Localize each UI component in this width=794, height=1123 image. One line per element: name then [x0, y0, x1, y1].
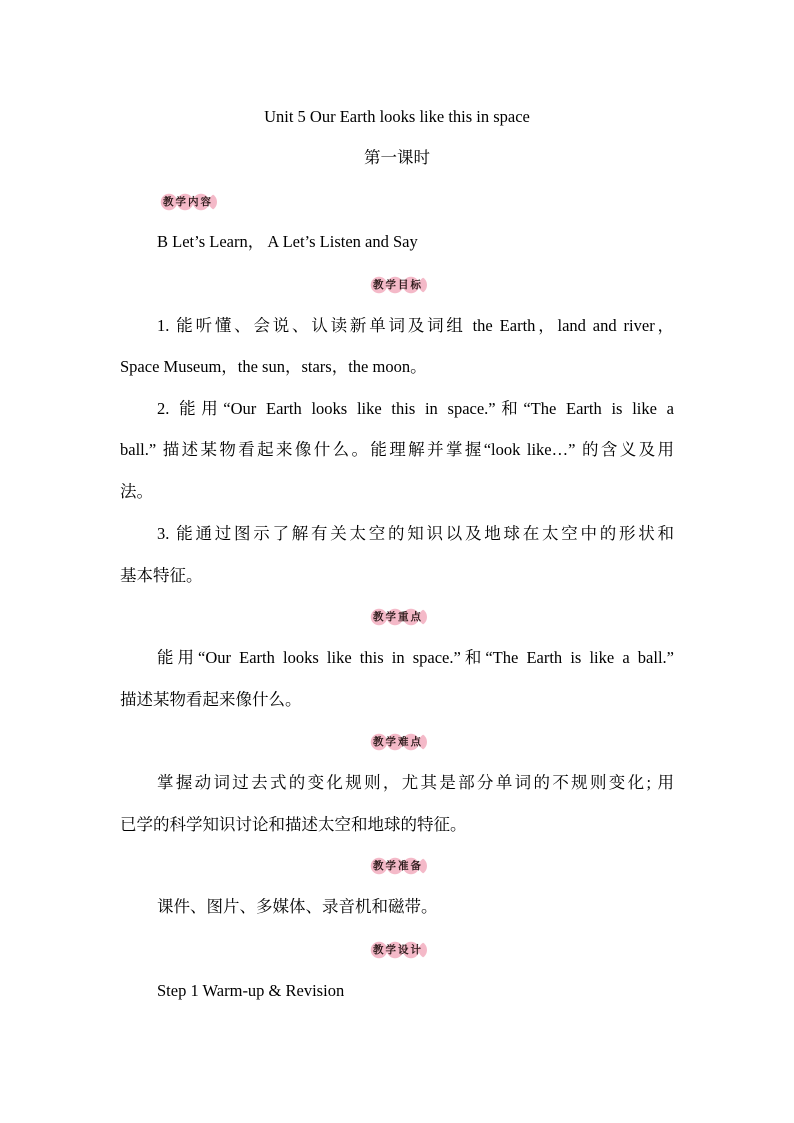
heading-teaching-content: 教学内容: [157, 193, 217, 211]
page-title: Unit 5 Our Earth looks like this in space: [264, 107, 530, 126]
heading-key-points: 教学重点: [367, 608, 427, 626]
heading-teaching-design: 教学设计: [367, 941, 427, 959]
teaching-content-text: B Let’s Learn， A Let’s Listen and Say: [157, 232, 418, 251]
difficult-points-line-1: 掌握动词过去式的变化规则，尤其是部分单词的不规则变化; 用: [157, 773, 674, 792]
key-points-line-2: 描述某物看起来像什么。: [120, 690, 302, 709]
heading-difficult-points: 教学难点: [367, 733, 427, 751]
lesson-subtitle: 第一课时: [364, 148, 430, 167]
heading-teaching-objectives: 教学目标: [367, 276, 427, 294]
teaching-preparation-text: 课件、图片、多媒体、录音机和磁带。: [157, 897, 438, 916]
objective-1-line-1: 1. 能听懂、会说、认读新单词及词组 the Earth，land and river，: [157, 316, 674, 335]
step-1-heading: Step 1 Warm-up & Revision: [157, 981, 345, 1000]
objective-1-line-2: Space Museum，the sun，stars，the moon。: [120, 357, 427, 376]
objective-2-line-2: ball.” 描述某物看起来像什么。能理解并掌握“look like…” 的含义及用: [120, 440, 674, 459]
objective-3-line-1: 3. 能通过图示了解有关太空的知识以及地球在太空中的形状和: [157, 524, 674, 543]
objective-2-line-3: 法。: [120, 482, 153, 501]
key-points-line-1: 能用“Our Earth looks like this in space.”和“The Earth is like a ball.”: [157, 648, 674, 667]
objective-3-line-2: 基本特征。: [120, 566, 203, 585]
objective-2-line-1: 2. 能用“Our Earth looks like this in space.”和“The Earth is like a: [157, 399, 674, 418]
heading-teaching-preparation: 教学准备: [367, 857, 427, 875]
difficult-points-line-2: 已学的科学知识讨论和描述太空和地球的特征。: [120, 815, 467, 834]
